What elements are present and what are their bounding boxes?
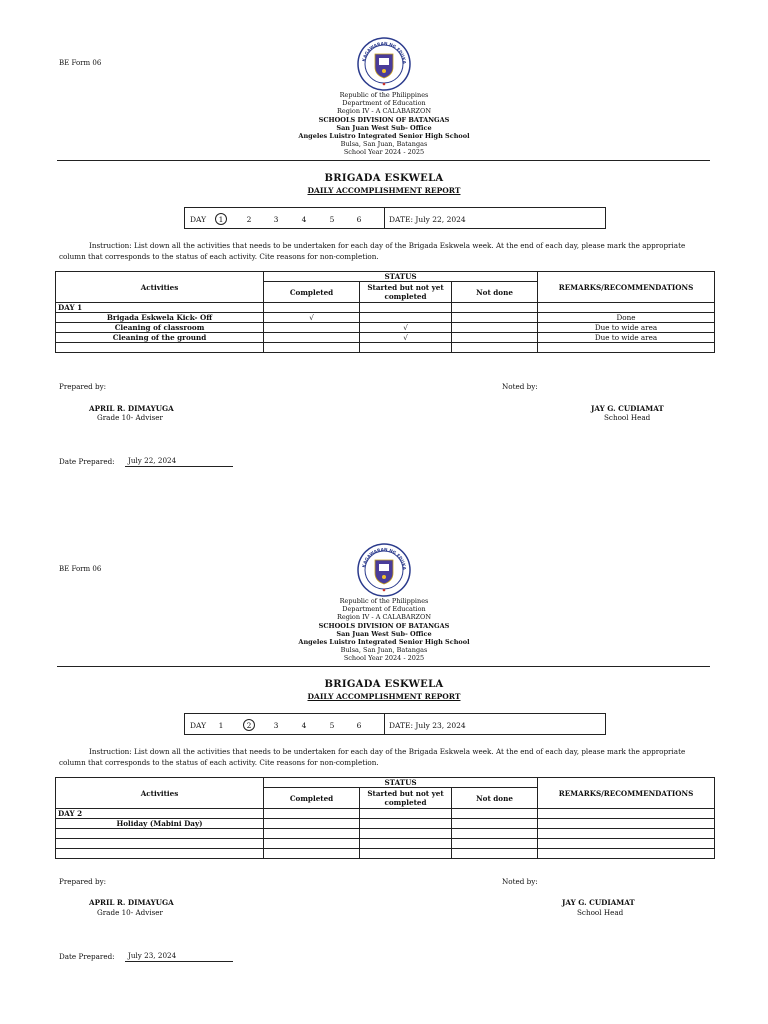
letterhead-address: Bulsa, San Juan, Batangas [340, 646, 428, 655]
activity-cell [56, 829, 264, 839]
day-option: 3 [273, 721, 279, 730]
letterhead-school-year: School Year 2024 - 2025 [343, 654, 425, 663]
day-date-box [184, 207, 606, 229]
started-cell [360, 343, 452, 353]
col-started: Started but not yet completed [360, 788, 452, 809]
completed-cell [264, 849, 360, 859]
letterhead-suboffice: San Juan West Sub- Office [336, 123, 432, 132]
started-cell [360, 313, 452, 323]
noter-name: JAY G. CUDIAMAT [591, 404, 664, 413]
table-row [56, 819, 715, 829]
table-row [56, 839, 715, 849]
noted-by-label: Noted by: [502, 877, 538, 886]
activity-cell [56, 849, 264, 859]
day-option: 2 [246, 215, 252, 224]
remarks-cell: Done [538, 313, 715, 323]
remarks-cell [538, 343, 715, 353]
instruction-text: Instruction: List down all the activities that needs to be undertaken for each day of the Brigada Eskwela week. At the end of each day, please mark the appropriate column that corresponds to the status of each activity. Cite reasons for non-completion. [59, 747, 686, 767]
letterhead-division: SCHOOLS DIVISION OF BATANGAS [318, 621, 450, 630]
remarks-cell [538, 839, 715, 849]
table-row [56, 849, 715, 859]
day-option: 5 [329, 215, 335, 224]
preparer-role: Grade 10- Adviser [97, 413, 163, 422]
activity-cell [56, 343, 264, 353]
notdone-cell [452, 323, 538, 333]
form-id: BE Form 06 [59, 59, 102, 67]
started-cell [360, 839, 452, 849]
remarks-cell [538, 819, 715, 829]
activity-cell [56, 839, 264, 849]
letterhead-school: Angeles Luistro Integrated Senior High School [298, 638, 470, 647]
col-remarks: REMARKS/RECOMMENDATIONS [538, 778, 715, 809]
letterhead-suboffice: San Juan West Sub- Office [336, 629, 432, 638]
report-date: DATE: July 22, 2024 [389, 215, 466, 224]
letterhead-line: Department of Education [342, 99, 426, 108]
day-option: 4 [301, 721, 307, 730]
letterhead [0, 91, 768, 157]
activities-table [55, 271, 715, 353]
noter-role: School Head [604, 413, 651, 422]
svg-text:KAGAWARAN NG EDUKASYON: KAGAWARAN NG EDUKA [361, 40, 408, 65]
form-id: BE Form 06 [59, 565, 102, 573]
completed-cell [264, 839, 360, 849]
table-row [56, 829, 715, 839]
preparer-role: Grade 10- Adviser [97, 908, 163, 917]
col-status: STATUS [264, 272, 538, 282]
letterhead-line: Republic of the Philippines [339, 597, 429, 605]
header-divider [57, 666, 710, 667]
day-option: 5 [329, 721, 335, 730]
notdone-cell [452, 849, 538, 859]
notdone-cell [452, 343, 538, 353]
day-label: DAY [190, 215, 207, 224]
activities-table [55, 777, 715, 859]
letterhead-division: SCHOOLS DIVISION OF BATANGAS [318, 115, 450, 124]
date-prepared-value: July 23, 2024 [125, 951, 233, 962]
activity-cell: Holiday (Mabini Day) [56, 819, 264, 829]
prepared-by-label: Prepared by: [59, 877, 107, 886]
started-cell [360, 819, 452, 829]
col-completed: Completed [264, 282, 360, 303]
report-subtitle: DAILY ACCOMPLISHMENT REPORT [307, 186, 461, 195]
started-cell [360, 829, 452, 839]
svg-text:KAGAWARAN NG EDUKASYON: KAGAWARAN NG EDUKA [361, 546, 408, 571]
notdone-cell [452, 313, 538, 323]
remarks-cell [538, 849, 715, 859]
remarks-cell: Due to wide area [538, 323, 715, 333]
remarks-cell [538, 829, 715, 839]
letterhead-address: Bulsa, San Juan, Batangas [340, 140, 428, 149]
daybox-divider [384, 208, 385, 228]
col-notdone: Not done [452, 788, 538, 809]
activity-cell: Cleaning of classroom [56, 323, 264, 333]
day-cell: DAY 1 [56, 303, 264, 313]
noted-by-label: Noted by: [502, 382, 538, 391]
activity-cell: Brigada Eskwela Kick- Off [56, 313, 264, 323]
table-row [56, 323, 715, 333]
report-date: DATE: July 23, 2024 [389, 721, 466, 730]
report-title: BRIGADA ESKWELA [324, 173, 444, 184]
completed-cell [264, 333, 360, 343]
table-row [56, 313, 715, 323]
instruction-text: Instruction: List down all the activities that needs to be undertaken for each day of the Brigada Eskwela week. At the end of each day, please mark the appropriate column that corresponds to the status of each activity. Cite reasons for non-completion. [59, 241, 686, 261]
preparer-name: APRIL R. DIMAYUGA [89, 898, 174, 907]
col-started: Started but not yet completed [360, 282, 452, 303]
completed-cell [264, 323, 360, 333]
day-option: 3 [273, 215, 279, 224]
col-activities: Activities [56, 272, 264, 303]
deped-seal-icon [357, 37, 411, 91]
noter-role: School Head [577, 908, 624, 917]
noter-name: JAY G. CUDIAMAT [562, 898, 635, 907]
day-date-box [184, 713, 606, 735]
letterhead-line: Republic of the Philippines [339, 91, 429, 99]
letterhead-school: Angeles Luistro Integrated Senior High School [298, 132, 470, 141]
header-divider [57, 160, 710, 161]
report-form-day2 [0, 506, 768, 1012]
completed-cell [264, 343, 360, 353]
notdone-cell [452, 829, 538, 839]
day-cell: DAY 2 [56, 809, 264, 819]
started-cell: √ [360, 333, 452, 343]
day-option-selected: 1 [215, 213, 227, 225]
col-remarks: REMARKS/RECOMMENDATIONS [538, 272, 715, 303]
preparer-name: APRIL R. DIMAYUGA [89, 404, 174, 413]
day-option: 6 [356, 721, 362, 730]
table-row [56, 343, 715, 353]
col-notdone: Not done [452, 282, 538, 303]
day-option: 4 [301, 215, 307, 224]
letterhead-line: Region IV - A CALABARZON [336, 107, 432, 116]
deped-seal-icon [357, 543, 411, 597]
letterhead-school-year: School Year 2024 - 2025 [343, 148, 425, 157]
letterhead [0, 597, 768, 663]
completed-cell [264, 819, 360, 829]
date-prepared-label: Date Prepared: [59, 952, 115, 961]
started-cell: √ [360, 323, 452, 333]
table-row [56, 809, 715, 819]
col-status: STATUS [264, 778, 538, 788]
col-activities: Activities [56, 778, 264, 809]
date-prepared-value: July 22, 2024 [125, 456, 233, 467]
notdone-cell [452, 839, 538, 849]
notdone-cell [452, 819, 538, 829]
completed-cell [264, 829, 360, 839]
completed-cell: √ [264, 313, 360, 323]
prepared-by-label: Prepared by: [59, 382, 107, 391]
report-form-day1 [0, 0, 768, 506]
day-label: DAY [190, 721, 207, 730]
date-prepared-label: Date Prepared: [59, 457, 115, 466]
report-title: BRIGADA ESKWELA [324, 679, 444, 690]
table-row [56, 333, 715, 343]
notdone-cell [452, 333, 538, 343]
col-completed: Completed [264, 788, 360, 809]
started-cell [360, 849, 452, 859]
day-option-selected: 2 [243, 719, 255, 731]
letterhead-line: Region IV - A CALABARZON [336, 613, 432, 622]
day-option: 6 [356, 215, 362, 224]
table-row [56, 303, 715, 313]
letterhead-line: Department of Education [342, 605, 426, 614]
activity-cell: Cleaning of the ground [56, 333, 264, 343]
day-option: 1 [218, 721, 224, 730]
report-subtitle: DAILY ACCOMPLISHMENT REPORT [307, 692, 461, 701]
daybox-divider [384, 714, 385, 734]
remarks-cell: Due to wide area [538, 333, 715, 343]
